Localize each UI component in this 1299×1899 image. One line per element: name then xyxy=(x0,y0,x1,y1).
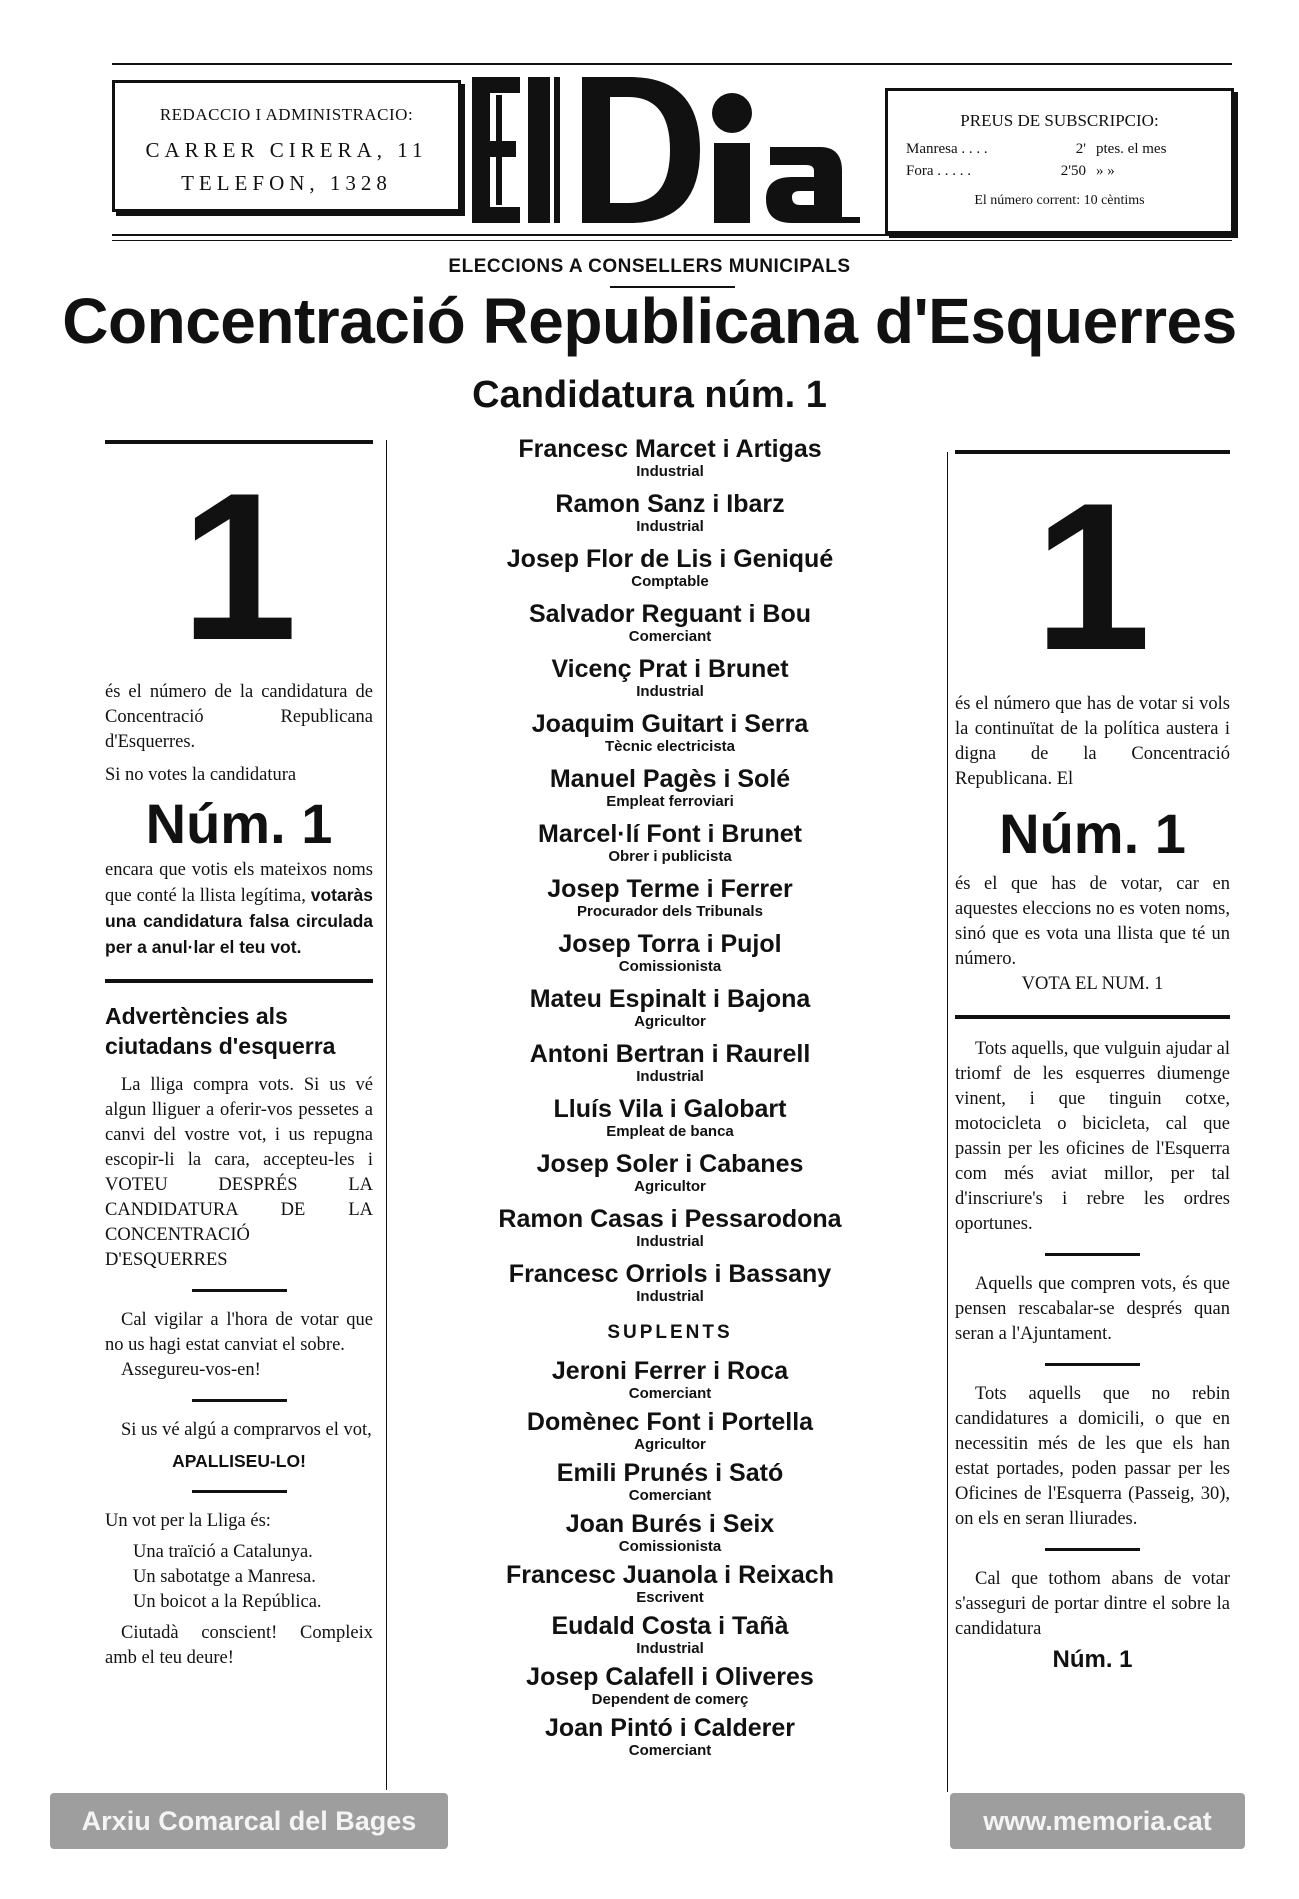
candidate-profession: Industrial xyxy=(636,1640,704,1657)
column-divider-right xyxy=(947,452,948,1792)
left-p10: Ciutadà conscient! Compleix amb el teu deure! xyxy=(105,1623,373,1668)
candidate-name: Vicenç Prat i Brunet xyxy=(551,655,789,683)
candidate-profession: Comerciant xyxy=(628,1385,712,1402)
rule xyxy=(192,1289,287,1292)
section-title: Advertències als ciutadans d'esquerra xyxy=(105,1003,336,1059)
row-price: 2' xyxy=(1075,141,1086,157)
left-p1: és el número de la candidatura de Concentració Republicana d'Esquerres. xyxy=(105,682,373,752)
website-watermark: www.memoria.cat xyxy=(950,1793,1245,1849)
candidate-profession: Agricultor xyxy=(634,1178,706,1195)
list-item xyxy=(420,1664,920,1709)
list-item: Un boicot a la República. xyxy=(133,1592,322,1612)
subscription-title: PREUS DE SUBSCRIPCIO: xyxy=(960,111,1159,130)
candidate-profession: Industrial xyxy=(636,1068,704,1085)
right-p4: Tots aquells, que vulguin ajudar al triomf de les esquerres diumenge vinent, i que tinguin cotxe, motocicleta o bicicleta, cal que passin per les oficines de l'Esquerra com més aviat millor, per tal d'inscriure's i rebre les ordres oportunes. xyxy=(955,1039,1230,1234)
right-p6: Tots aquells que no rebin candidatures a domicili, o que en necessitin més de les que els han estat portades, poden passar per les Oficines de l'Esquerra (Passeig, 30), on els en seran lliurades. xyxy=(955,1384,1230,1529)
candidate-profession: Industrial xyxy=(636,683,704,700)
candidate-profession: Industrial xyxy=(636,1233,704,1250)
candidate-profession: Comptable xyxy=(631,573,709,590)
candidate-profession: Agricultor xyxy=(634,1436,706,1453)
address-line-3: TELEFON, 1328 xyxy=(181,171,392,195)
candidate-name: Antoni Bertran i Raurell xyxy=(529,1040,811,1068)
address-line-2: CARRER CIRERA, 11 xyxy=(145,138,428,162)
candidate-name: Francesc Marcet i Artigas xyxy=(518,435,822,463)
list-item xyxy=(420,1206,920,1251)
candidate-name: Domènec Font i Portella xyxy=(526,1408,814,1436)
list-item xyxy=(420,1151,920,1196)
candidate-profession: Comerciant xyxy=(628,1487,712,1504)
list-item xyxy=(420,546,920,591)
left-p8: APALLISEU-LO! xyxy=(172,1451,306,1471)
address-line-1: REDACCIO I ADMINISTRACIO: xyxy=(159,105,414,124)
right-p5: Aquells que compren vots, és que pensen rescabalar-se després quan seran a l'Ajuntament. xyxy=(955,1274,1230,1344)
num-1-right: Núm. 1 xyxy=(999,802,1186,865)
list-item xyxy=(420,931,920,976)
list-item xyxy=(420,1041,920,1086)
candidate-profession: Empleat de banca xyxy=(606,1123,734,1140)
candidate-profession: Empleat ferroviari xyxy=(606,793,734,810)
candidate-name: Francesc Orriols i Bassany xyxy=(508,1260,832,1288)
candidate-profession: Agricultor xyxy=(634,1013,706,1030)
list-item xyxy=(420,656,920,701)
big-number-right: 1 xyxy=(1034,459,1151,694)
masthead-top-rule xyxy=(112,63,1232,65)
candidate-name: Lluís Vila i Galobart xyxy=(553,1095,787,1123)
list-item xyxy=(420,601,920,646)
rule xyxy=(955,1015,1230,1019)
left-p3b: votaràs una candidatura falsa circulada per a anul·lar el teu vot. xyxy=(105,885,374,957)
rule xyxy=(1045,1253,1140,1256)
list-item xyxy=(420,1460,920,1505)
right-column xyxy=(955,450,1230,1674)
list-item xyxy=(420,1511,920,1556)
list-item xyxy=(420,1358,920,1403)
rule xyxy=(192,1490,287,1493)
list-item xyxy=(420,876,920,921)
candidate-name: Francesc Juanola i Reixach xyxy=(506,1561,834,1589)
left-p7: Si us vé algú a comprarvos el vot, xyxy=(121,1420,372,1440)
list-item xyxy=(420,1613,920,1658)
kicker: ELECCIONS A CONSELLERS MUNICIPALS xyxy=(448,256,851,277)
candidate-profession: Dependent de comerç xyxy=(591,1691,749,1708)
candidate-name: Josep Terme i Ferrer xyxy=(547,875,793,903)
list-item xyxy=(420,1409,920,1454)
candidate-name: Jeroni Ferrer i Roca xyxy=(551,1357,789,1385)
rule xyxy=(955,450,1230,454)
right-p8: Núm. 1 xyxy=(1052,1646,1133,1673)
candidate-name: Ramon Sanz i Ibarz xyxy=(555,490,785,518)
candidate-profession: Comerciant xyxy=(628,1742,712,1759)
list-item xyxy=(420,711,920,756)
rule xyxy=(1045,1363,1140,1366)
candidate-list xyxy=(420,436,920,1766)
rule xyxy=(105,440,373,444)
right-p2: és el que has de votar, car en aquestes eleccions no es voten noms, sinó que es vota una llista que té un número. xyxy=(955,874,1230,969)
candidate-profession: Comerciant xyxy=(628,628,712,645)
subhead: Candidatura núm. 1 xyxy=(472,374,827,416)
candidate-name: Josep Calafell i Oliveres xyxy=(526,1663,814,1691)
list-item xyxy=(420,986,920,1031)
list-item xyxy=(420,1562,920,1607)
candidate-profession: Industrial xyxy=(636,1288,704,1305)
candidate-name: Joan Burés i Seix xyxy=(565,1510,775,1538)
row-place: Fora . . . . . xyxy=(906,163,971,179)
right-p7: Cal que tothom abans de votar s'asseguri de portar dintre el sobre la candidatura xyxy=(955,1569,1230,1639)
right-p3: VOTA EL NUM. 1 xyxy=(1021,974,1164,994)
right-p1: és el número que has de votar si vols la continuïtat de la política austera i digna de la Concentració Republicana. El xyxy=(955,694,1230,789)
candidate-name: Josep Flor de Lis i Geniqué xyxy=(506,545,834,573)
candidate-profession: Obrer i publicista xyxy=(608,848,732,865)
candidate-name: Josep Soler i Cabanes xyxy=(536,1150,804,1178)
candidate-name: Salvador Reguant i Bou xyxy=(529,600,811,628)
list-item xyxy=(420,436,920,481)
left-p3 xyxy=(105,858,373,961)
candidate-profession: Escrivent xyxy=(636,1589,704,1606)
subscription-row-fora xyxy=(906,163,1217,180)
list-item: Un sabotatge a Manresa. xyxy=(133,1567,316,1587)
candidate-name: Emili Prunés i Sató xyxy=(556,1459,784,1487)
num-1-left: Núm. 1 xyxy=(145,792,333,855)
rule xyxy=(1045,1548,1140,1551)
big-number-left: 1 xyxy=(180,449,298,684)
candidate-name: Marcel·lí Font i Brunet xyxy=(538,820,802,848)
suplents-heading: SUPLENTS xyxy=(607,1322,733,1343)
left-p6: Assegureu-vos-en! xyxy=(121,1360,261,1380)
candidate-profession: Industrial xyxy=(636,463,704,480)
subscription-row-manresa xyxy=(906,141,1217,158)
candidate-profession: Industrial xyxy=(636,518,704,535)
left-p5: Cal vigilar a l'hora de votar que no us hagi estat canviat el sobre. xyxy=(105,1310,373,1355)
masthead-bottom-rule-2 xyxy=(112,240,1232,241)
candidate-profession: Comissionista xyxy=(618,958,722,975)
candidate-name: Josep Torra i Pujol xyxy=(558,930,782,958)
el-dia-logo xyxy=(470,75,860,225)
candidate-profession: Comissionista xyxy=(618,1538,722,1555)
list-item xyxy=(420,821,920,866)
address-box xyxy=(112,80,461,212)
candidate-name: Joaquim Guitart i Serra xyxy=(531,710,809,738)
list-item: Una traïció a Catalunya. xyxy=(133,1542,313,1562)
candidate-profession: Tècnic electricista xyxy=(604,738,736,755)
candidate-name: Manuel Pagès i Solé xyxy=(549,765,791,793)
left-list xyxy=(105,1540,373,1615)
list-item xyxy=(420,1261,920,1306)
subscription-box xyxy=(885,88,1234,234)
rule xyxy=(192,1399,287,1402)
column-divider-left xyxy=(386,440,387,1790)
single-issue-price: El número corrent: 10 cèntims xyxy=(974,193,1145,208)
left-p4: La lliga compra vots. Si us vé algun lliguer a oferir-vos pessetes a canvi del vostre vot, i us repugna escopir-li la cara, accepteu-les i VOTEU DESPRÉS LA CANDIDATURA DE LA CONCENTRACIÓ D'ESQUERRES xyxy=(105,1075,373,1270)
row-price: 2'50 xyxy=(1060,163,1086,179)
left-p2: Si no votes la candidatura xyxy=(105,765,297,785)
candidate-name: Mateu Espinalt i Bajona xyxy=(529,985,811,1013)
left-column xyxy=(105,440,373,1671)
list-item xyxy=(420,491,920,536)
row-unit: ptes. el mes xyxy=(1096,141,1167,157)
candidate-name: Eudald Costa i Tañà xyxy=(551,1612,789,1640)
rule xyxy=(105,979,373,983)
candidate-name: Ramon Casas i Pessarodona xyxy=(498,1205,842,1233)
list-item xyxy=(420,1715,920,1760)
list-item xyxy=(420,766,920,811)
left-p3a: encara que votis els mateixos noms que conté la llista legítima, xyxy=(105,860,373,906)
candidate-profession: Procurador dels Tribunals xyxy=(577,903,763,920)
masthead-bottom-rule xyxy=(112,234,1232,236)
row-place: Manresa . . . . xyxy=(906,141,988,157)
archive-watermark: Arxiu Comarcal del Bages xyxy=(50,1793,448,1849)
headline: Concentració Republicana d'Esquerres xyxy=(62,285,1237,357)
candidate-name: Joan Pintó i Calderer xyxy=(544,1714,796,1742)
list-item xyxy=(420,1096,920,1141)
left-p9: Un vot per la Lliga és: xyxy=(105,1511,271,1531)
row-unit: » » xyxy=(1096,163,1115,179)
